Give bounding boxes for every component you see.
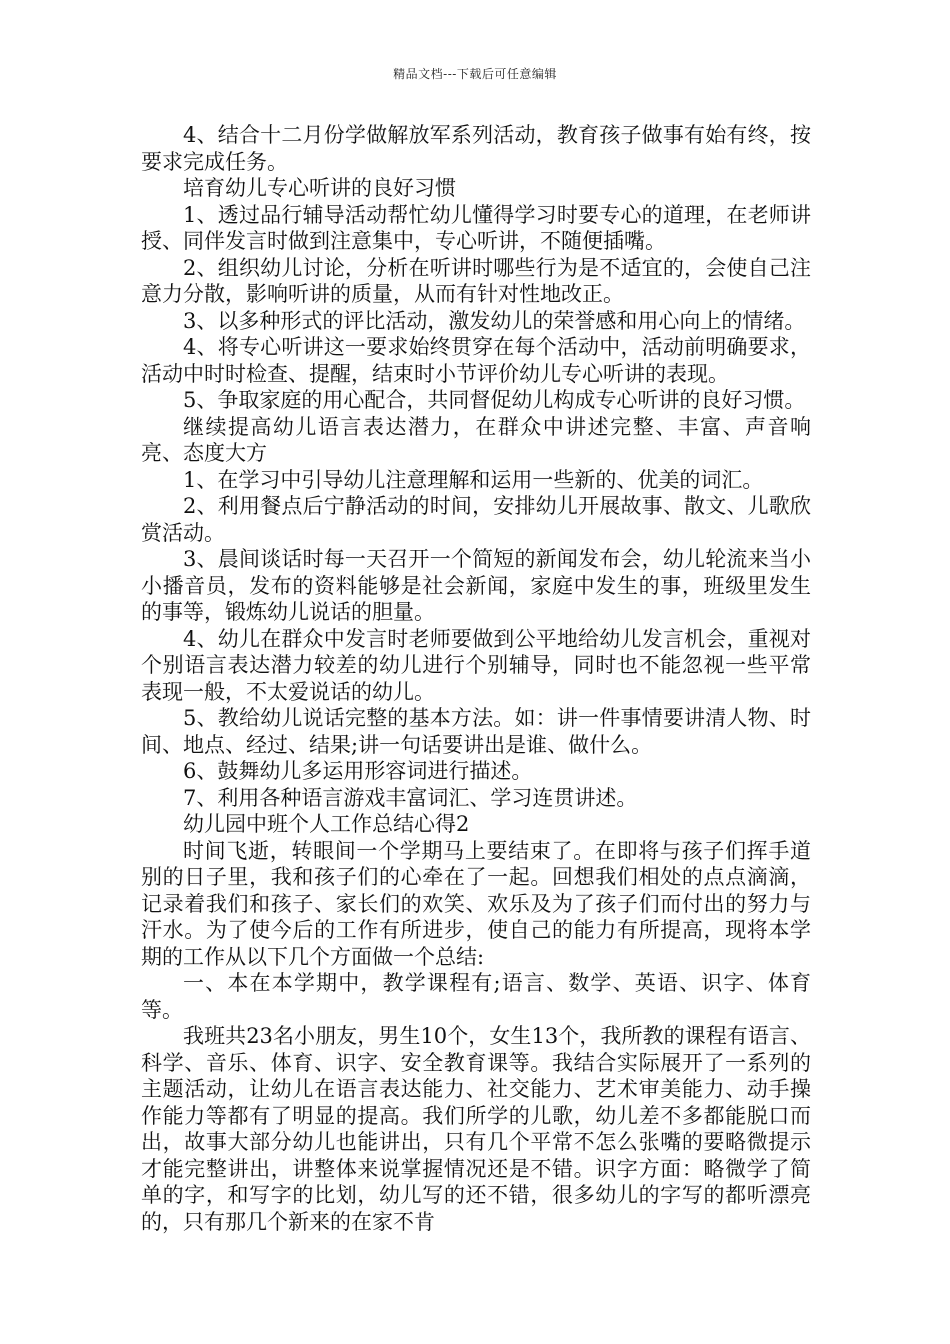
paragraph: 1、在学习中引导幼儿注意理解和运用一些新的、优美的词汇。 (183, 467, 764, 492)
paragraph: 4、幼儿在群众中发言时老师要做到公平地给幼儿发言机会，重视对个别语言表达潜力较差的幼儿进行个别辅导，同时也不能忽视一些平常表现一般，不太爱说话的幼儿。 (141, 626, 811, 704)
paragraph: 一、本在本学期中，教学课程有;语言、数学、英语、识字、体育等。 (141, 971, 811, 1022)
page-header: 精品文档---下载后可任意编辑 (393, 67, 557, 81)
paragraph: 时间飞逝，转眼间一个学期马上要结束了。在即将与孩子们挥手道别的日子里，我和孩子们的心牵在了一起。回想我们相处的点点滴滴，记录着我们和孩子、家长们的欢笑、欢乐及为了孩子们而付出的努力与汗水。为了使今后的工作有所进步，使自己的能力有所提高，现将本学期的工作从以下几个方面做一个总结: (141, 838, 811, 969)
paragraph: 5、教给幼儿说话完整的基本方法。如：讲一件事情要讲清人物、时间、地点、经过、结果;讲一句话要讲出是谁、做什么。 (141, 706, 811, 757)
paragraph: 2、组织幼儿讨论，分析在听讲时哪些行为是不适宜的，会使自己注意力分散，影响听讲的质量，从而有针对性地改正。 (141, 255, 811, 306)
paragraph: 3、晨间谈话时每一天召开一个简短的新闻发布会，幼儿轮流来当小小播音员，发布的资料能够是社会新闻，家庭中发生的事，班级里发生的事等，锻炼幼儿说话的胆量。 (141, 547, 811, 624)
paragraph: 2、利用餐点后宁静活动的时间，安排幼儿开展故事、散文、儿歌欣赏活动。 (141, 494, 811, 545)
paragraph: 5、争取家庭的用心配合，共同督促幼儿构成专心听讲的良好习惯。 (183, 388, 806, 412)
paragraph: 我班共23名小朋友，男生10个，女生13个，我所教的课程有语言、科学、音乐、体育、识字、安全教育课等。我结合实际展开了一系列的主题活动，让幼儿在语言表达能力、社交能力、艺术审美能力、动手操作能力等都有了明显的提高。我们所学的儿歌，幼儿差不多都能脱口而出，故事大部分幼儿也能讲出，只有几个平常不怎么张嘴的要略微提示才能完整讲出，讲整体来说掌握情况还是不错。识字方面：略微学了简单的字，和写字的比划，幼儿写的还不错，很多幼儿的字写的都听漂亮的，只有那几个新来的在家不肯 (141, 1024, 811, 1234)
paragraph: 4、结合十二月份学做解放军系列活动，教育孩子做事有始有终，按要求完成任务。 (141, 123, 811, 174)
paragraph: 6、鼓舞幼儿多运用形容词进行描述。 (183, 759, 533, 783)
paragraph: 3、以多种形式的评比活动，激发幼儿的荣誉感和用心向上的情绪。 (183, 308, 806, 333)
section-title: 幼儿园中班个人工作总结心得2 (183, 812, 470, 836)
document-body (141, 122, 811, 1235)
paragraph: 1、透过品行辅导活动帮忙幼儿懂得学习时要专心的道理，在老师讲授、同伴发言时做到注意集中，专心听讲，不随便插嘴。 (141, 202, 811, 253)
paragraph: 7、利用各种语言游戏丰富词汇、学习连贯讲述。 (183, 785, 638, 810)
section-heading: 培育幼儿专心听讲的良好习惯 (183, 176, 456, 200)
paragraph: 4、将专心听讲这一要求始终贯穿在每个活动中，活动前明确要求，活动中时时检查、提醒，结束时小节评价幼儿专心听讲的表现。 (141, 335, 811, 386)
section-heading: 继续提高幼儿语言表达潜力，在群众中讲述完整、丰富、声音响亮、态度大方 (141, 414, 811, 465)
